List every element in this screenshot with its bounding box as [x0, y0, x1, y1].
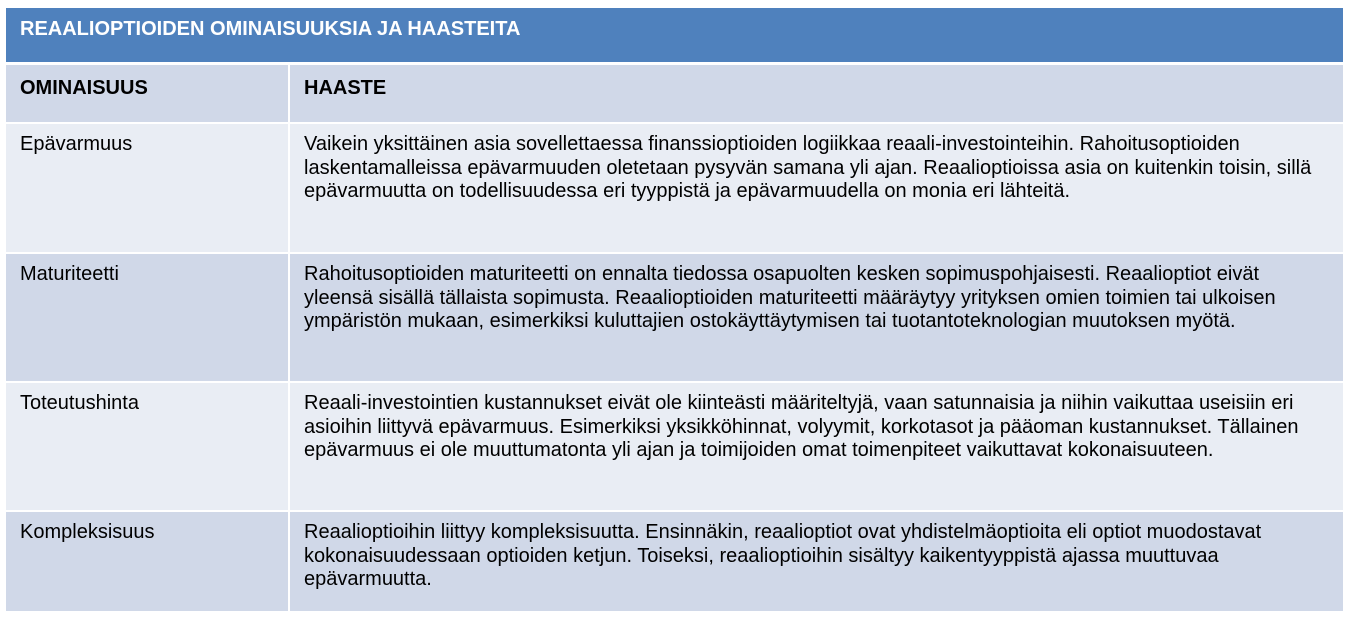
row-haaste: Reaali-investointien kustannukset eivät ole kiinteästi määriteltyjä, vaan satunnaisia ja niihin vaikuttaa useisiin eri asioihin liittyvä epävarmuus. Esimerkiksi yksikköhinnat, volyymit, korkotasot ja pääoman kustannukset. Tällainen epävarmuus ei ole muuttumatonta yli ajan ja toimijoiden omat toimenpiteet vaikuttavat kokonaisuuteen.: [288, 383, 1343, 512]
table-title-row: [6, 8, 1343, 65]
row-ominaisuus: Kompleksisuus: [6, 512, 288, 613]
table-row: [6, 124, 1343, 254]
row-ominaisuus: Toteutushinta: [6, 383, 288, 512]
table-title: REAALIOPTIOIDEN OMINAISUUKSIA JA HAASTEITA: [6, 8, 1343, 65]
properties-table-grid: [6, 8, 1343, 613]
row-haaste: Reaalioptioihin liittyy kompleksisuutta. Ensinnäkin, reaalioptiot ovat yhdistelmäoptioita eli optiot muodostavat kokonaisuudessaan optioiden ketjun. Toiseksi, reaalioptioihin sisältyy kaikentyyppistä ajassa muuttuvaa epävarmuutta.: [288, 512, 1343, 613]
row-haaste: Vaikein yksittäinen asia sovellettaessa finanssioptioiden logiikkaa reaali-investointeihin. Rahoitusoptioiden laskentamalleissa epävarmuuden oletetaan pysyvän samana yli ajan. Reaalioptioissa asia on kuitenkin toisin, sillä epävarmuutta on todellisuudessa eri tyyppistä ja epävarmuudella on monia eri lähteitä.: [288, 124, 1343, 254]
table-header-row: [6, 65, 1343, 124]
table-row: [6, 254, 1343, 383]
header-haaste: HAASTE: [288, 65, 1343, 124]
properties-table: [6, 8, 1343, 613]
row-ominaisuus: Maturiteetti: [6, 254, 288, 383]
table-row: [6, 512, 1343, 613]
table-row: [6, 383, 1343, 512]
row-ominaisuus: Epävarmuus: [6, 124, 288, 254]
row-haaste: Rahoitusoptioiden maturiteetti on ennalta tiedossa osapuolten kesken sopimuspohjaisesti. Reaalioptiot eivät yleensä sisällä tällaista sopimusta. Reaalioptioiden maturiteetti määräytyy yrityksen omien toimien tai ulkoisen ympäristön mukaan, esimerkiksi kuluttajien ostokäyttäytymisen tai tuotantoteknologian muutoksen myötä.: [288, 254, 1343, 383]
header-ominaisuus: OMINAISUUS: [6, 65, 288, 124]
